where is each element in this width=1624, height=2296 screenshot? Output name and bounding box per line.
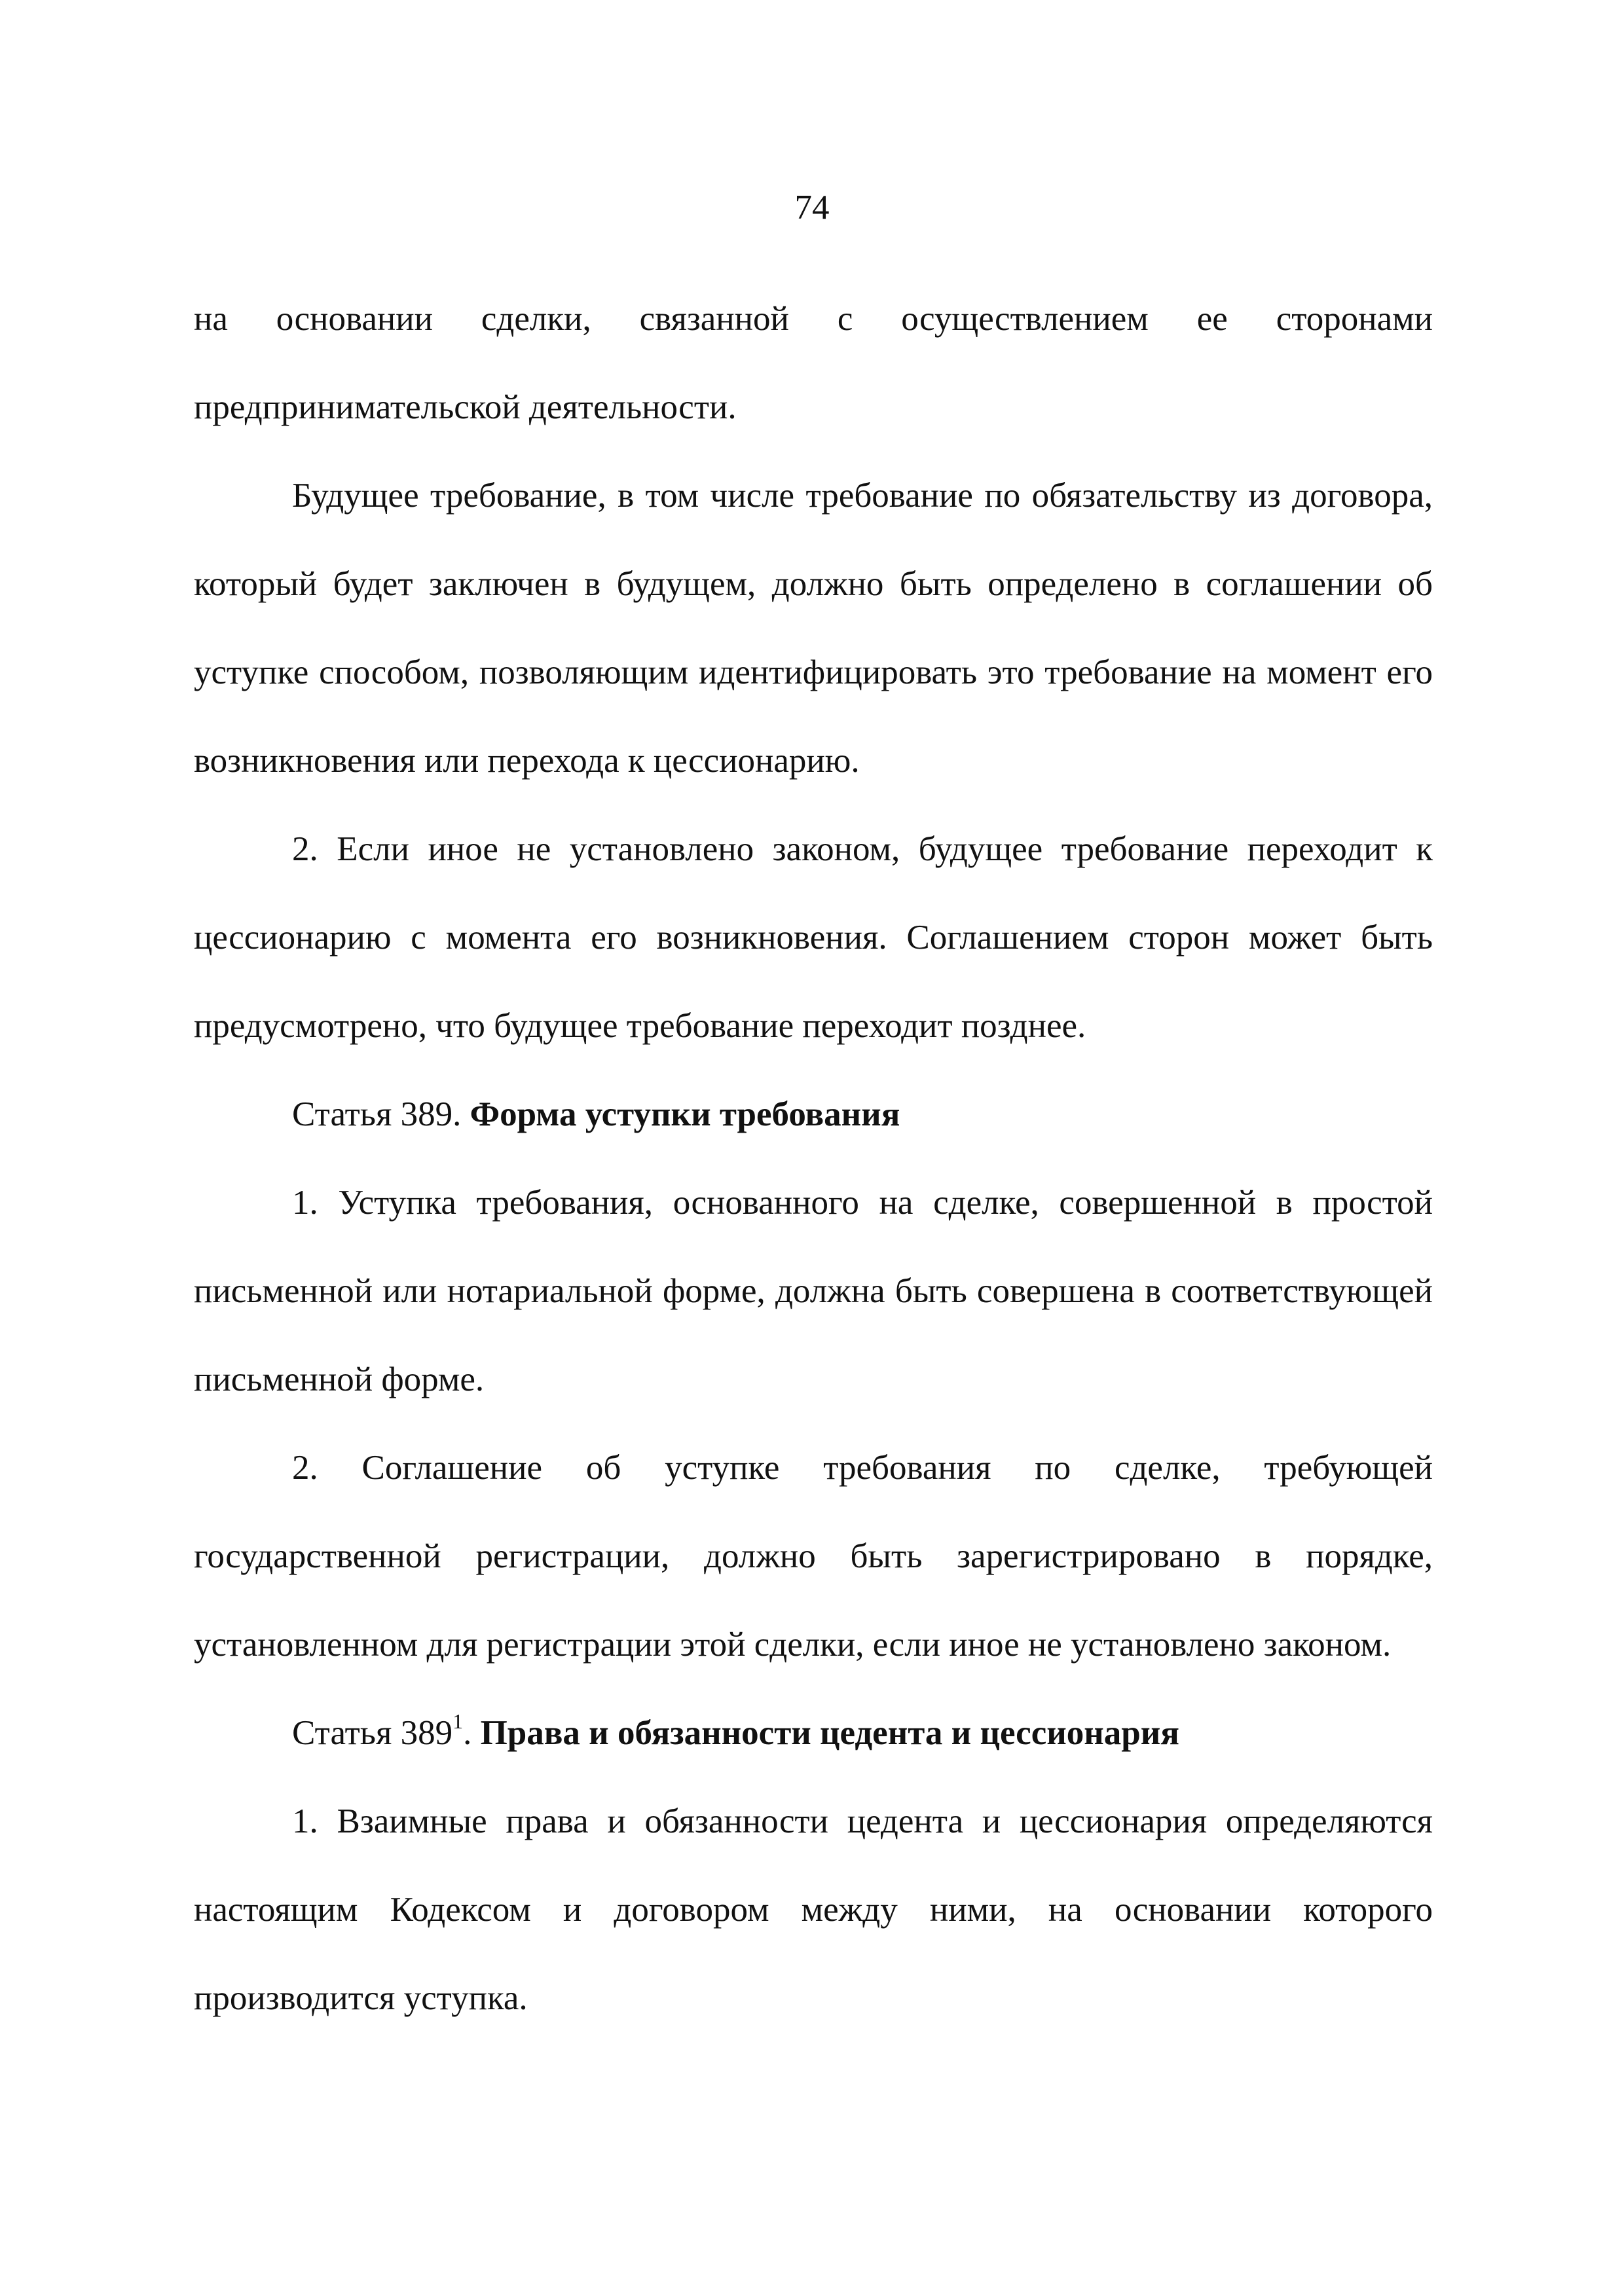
paragraph-article-389-1-clause-1: 1. Взаимные права и обязанности цедента и цессионария определяются настоящим Кодексом и договором между ними, на основании которого производится уступка. [194,1802,1433,2017]
article-title: Форма уступки требования [470,1095,900,1133]
article-separator: . [452,1095,470,1133]
paragraph-future-claim: Будущее требование, в том числе требование по обязательству из договора, который будет заключен в будущем, должно быть определено в соглашении об уступке способом, позволяющим идентифицировать это требование на момент его возникновения или перехода к цессионарию. [194,477,1433,780]
paragraph-article-389-clause-1: 1. Уступка требования, основанного на сделке, совершенной в простой письменной или нотариальной форме, должна быть совершена в соответствующей письменной форме. [194,1184,1433,1398]
paragraph-article-389-clause-2: 2. Соглашение об уступке требования по сделке, требующей государственной регистрации, должно быть зарегистрировано в порядке, установленном для регистрации этой сделки, если иное не установлено законом. [194,1449,1433,1664]
article-389-1-heading [194,1689,1433,1777]
page-number: 74 [794,189,830,227]
article-superscript: 1 [452,1709,464,1733]
article-separator: . [463,1714,481,1752]
paragraph-clause-2: 2. Если иное не установлено законом, будущее требование переходит к цессионарию с момента его возникновения. Соглашением сторон может быть предусмотрено, что будущее требование переходит позднее. [194,830,1433,1045]
article-number: Статья 389 [292,1714,453,1752]
article-389-heading [194,1070,1433,1159]
document-body [194,275,1433,2043]
article-title: Права и обязанности цедента и цессионария [480,1714,1179,1752]
article-number: Статья 389 [292,1095,453,1133]
paragraph-continuation: на основании сделки, связанной с осуществлением ее сторонами предпринимательской деятельности. [194,300,1433,426]
